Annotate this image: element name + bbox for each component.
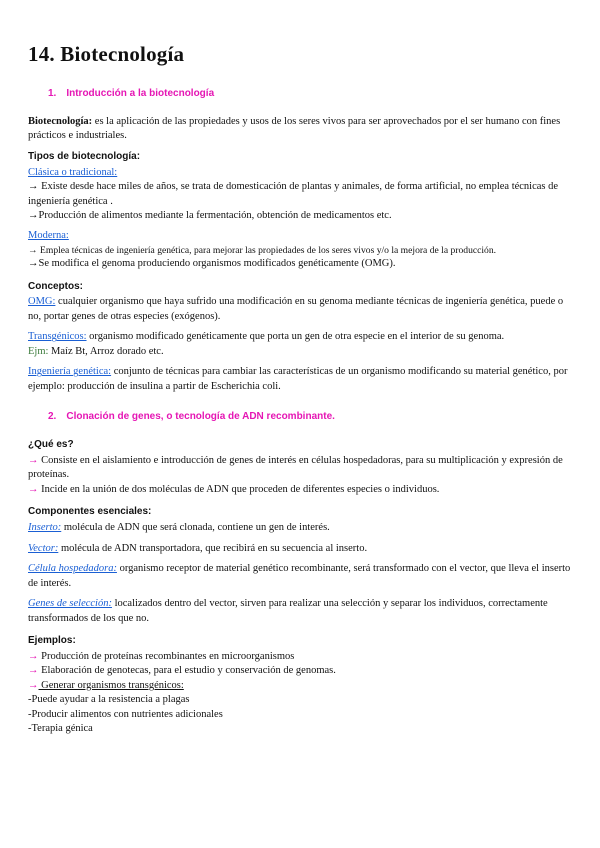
ejemplo-5: -Producir alimentos con nutrientes adicionales: [28, 708, 223, 720]
componentes-heading: Componentes esenciales:: [28, 506, 152, 518]
celula-label: Célula hospedadora:: [28, 563, 117, 575]
transgenicos-text: organismo modificado genéticamente que porta un gen de otra especie en el interior de su genoma.: [86, 331, 505, 343]
vector-label: Vector:: [28, 542, 59, 554]
clasica-block: [28, 166, 574, 224]
section-2-number: 2.: [48, 411, 57, 423]
ejemplo-2-text: Elaboración de genotecas, para el estudio y conservación de genomas.: [38, 665, 336, 677]
ejemplos-block: [28, 650, 574, 737]
moderna-label: Moderna:: [28, 230, 69, 242]
que-es-text-2: Incide en la unión de dos moléculas de ADN que proceden de diferentes especies o individuos.: [38, 483, 440, 495]
tipos-heading: Tipos de biotecnología:: [28, 150, 141, 162]
ejemplo-1-text: Producción de proteínas recombinantes en microorganismos: [38, 650, 295, 662]
inserto-label: Inserto:: [28, 522, 62, 534]
ingenieria-label: Ingeniería genética:: [28, 366, 112, 378]
section-2-heading: [48, 410, 574, 424]
arrow-icon: →: [28, 679, 39, 691]
section-1-number: 1.: [48, 87, 57, 99]
genes-text: localizados dentro del vector, sirven para realizar una selección y separar los individuos, correctamente transformados de los que no.: [28, 598, 548, 624]
section-1-heading: [48, 87, 574, 101]
genes-item: [28, 597, 574, 626]
inserto-item: [28, 521, 574, 535]
vector-text: molécula de ADN transportadora, que recibirá en su secuencia al inserto.: [58, 542, 368, 554]
definition-term: Biotecnología:: [28, 115, 93, 127]
clasica-line-1: → Existe desde hace miles de años, se trata de domesticación de plantas y animales, de forma artificial, no emplea técnicas de ingeniería genética .: [28, 181, 559, 207]
ejemplo-6: -Terapia génica: [28, 723, 93, 735]
section-2-title: Clonación de genes, o tecnología de ADN recombinante.: [66, 411, 335, 423]
arrow-icon: →: [28, 483, 39, 495]
ingenieria-text: conjunto de técnicas para cambiar las características de un organismo modificando su material genético, por ejemplo: producción de insulina a partir de Escherichia coli.: [28, 366, 568, 392]
omg-text: cualquier organismo que haya sufrido una modificación en su genoma mediante técnicas de ingeniería genética, puede o no, portar genes de otras especies (exógenos).: [28, 296, 564, 322]
que-es-line-2: [28, 483, 574, 497]
moderna-block: [28, 229, 574, 271]
moderna-line-1: → Emplea técnicas de ingeniería genética, para mejorar las propiedades de los seres vivos y/o la mejora de la producción.: [28, 244, 497, 256]
ejemplo-2: [28, 664, 574, 678]
ingenieria-concept: [28, 365, 574, 394]
transgenicos-label: Transgénicos:: [28, 331, 87, 343]
clasica-line-2: →Producción de alimentos mediante la fermentación, obtención de medicamentos etc.: [28, 209, 392, 221]
biotecnologia-definition: [28, 115, 574, 144]
ejemplo-3: [28, 679, 574, 693]
ejemplo-4: -Puede ayudar a la resistencia a plagas: [28, 694, 190, 706]
arrow-icon: →: [28, 650, 39, 662]
transgenicos-example: [28, 345, 574, 359]
genes-label: Genes de selección:: [28, 598, 112, 610]
ejemplo-1: [28, 650, 574, 664]
que-es-heading: ¿Qué es?: [28, 439, 74, 451]
ejemplo-3-text: Generar organismos transgénicos:: [38, 679, 184, 691]
que-es-line-1: [28, 454, 574, 483]
omg-label: OMG:: [28, 296, 56, 308]
page-title: 14. Biotecnología: [28, 42, 185, 66]
omg-concept: [28, 295, 574, 324]
ejm-label: Ejm:: [28, 345, 49, 357]
ejm-text: Maíz Bt, Arroz dorado etc.: [48, 345, 164, 357]
moderna-line-2: →Se modifica el genoma produciendo organismos modificados genéticamente (OMG).: [28, 258, 396, 270]
arrow-icon: →: [28, 665, 39, 677]
conceptos-heading: Conceptos:: [28, 280, 83, 292]
vector-item: [28, 542, 574, 556]
inserto-text: molécula de ADN que será clonada, contiene un gen de interés.: [61, 522, 330, 534]
definition-text: es la aplicación de las propiedades y usos de los seres vivos para ser aprovechados por el ser humano con fines prácticos e industriales.: [28, 115, 561, 142]
celula-item: [28, 562, 574, 591]
arrow-icon: →: [28, 454, 39, 466]
que-es-text-1: Consiste en el aislamiento e introducción de genes de interés en células hospedadoras, para su multiplicación y expresión de proteínas.: [28, 454, 563, 481]
transgenicos-concept: [28, 330, 574, 344]
que-es-block: [28, 454, 574, 497]
celula-text: organismo receptor de material genético recombinante, será transformado con el vector, que lleva el inserto de interés.: [28, 563, 571, 589]
section-1-title: Introducción a la biotecnología: [66, 87, 215, 99]
clasica-label: Clásica o tradicional:: [28, 166, 118, 178]
ejemplos-heading: Ejemplos:: [28, 635, 76, 647]
